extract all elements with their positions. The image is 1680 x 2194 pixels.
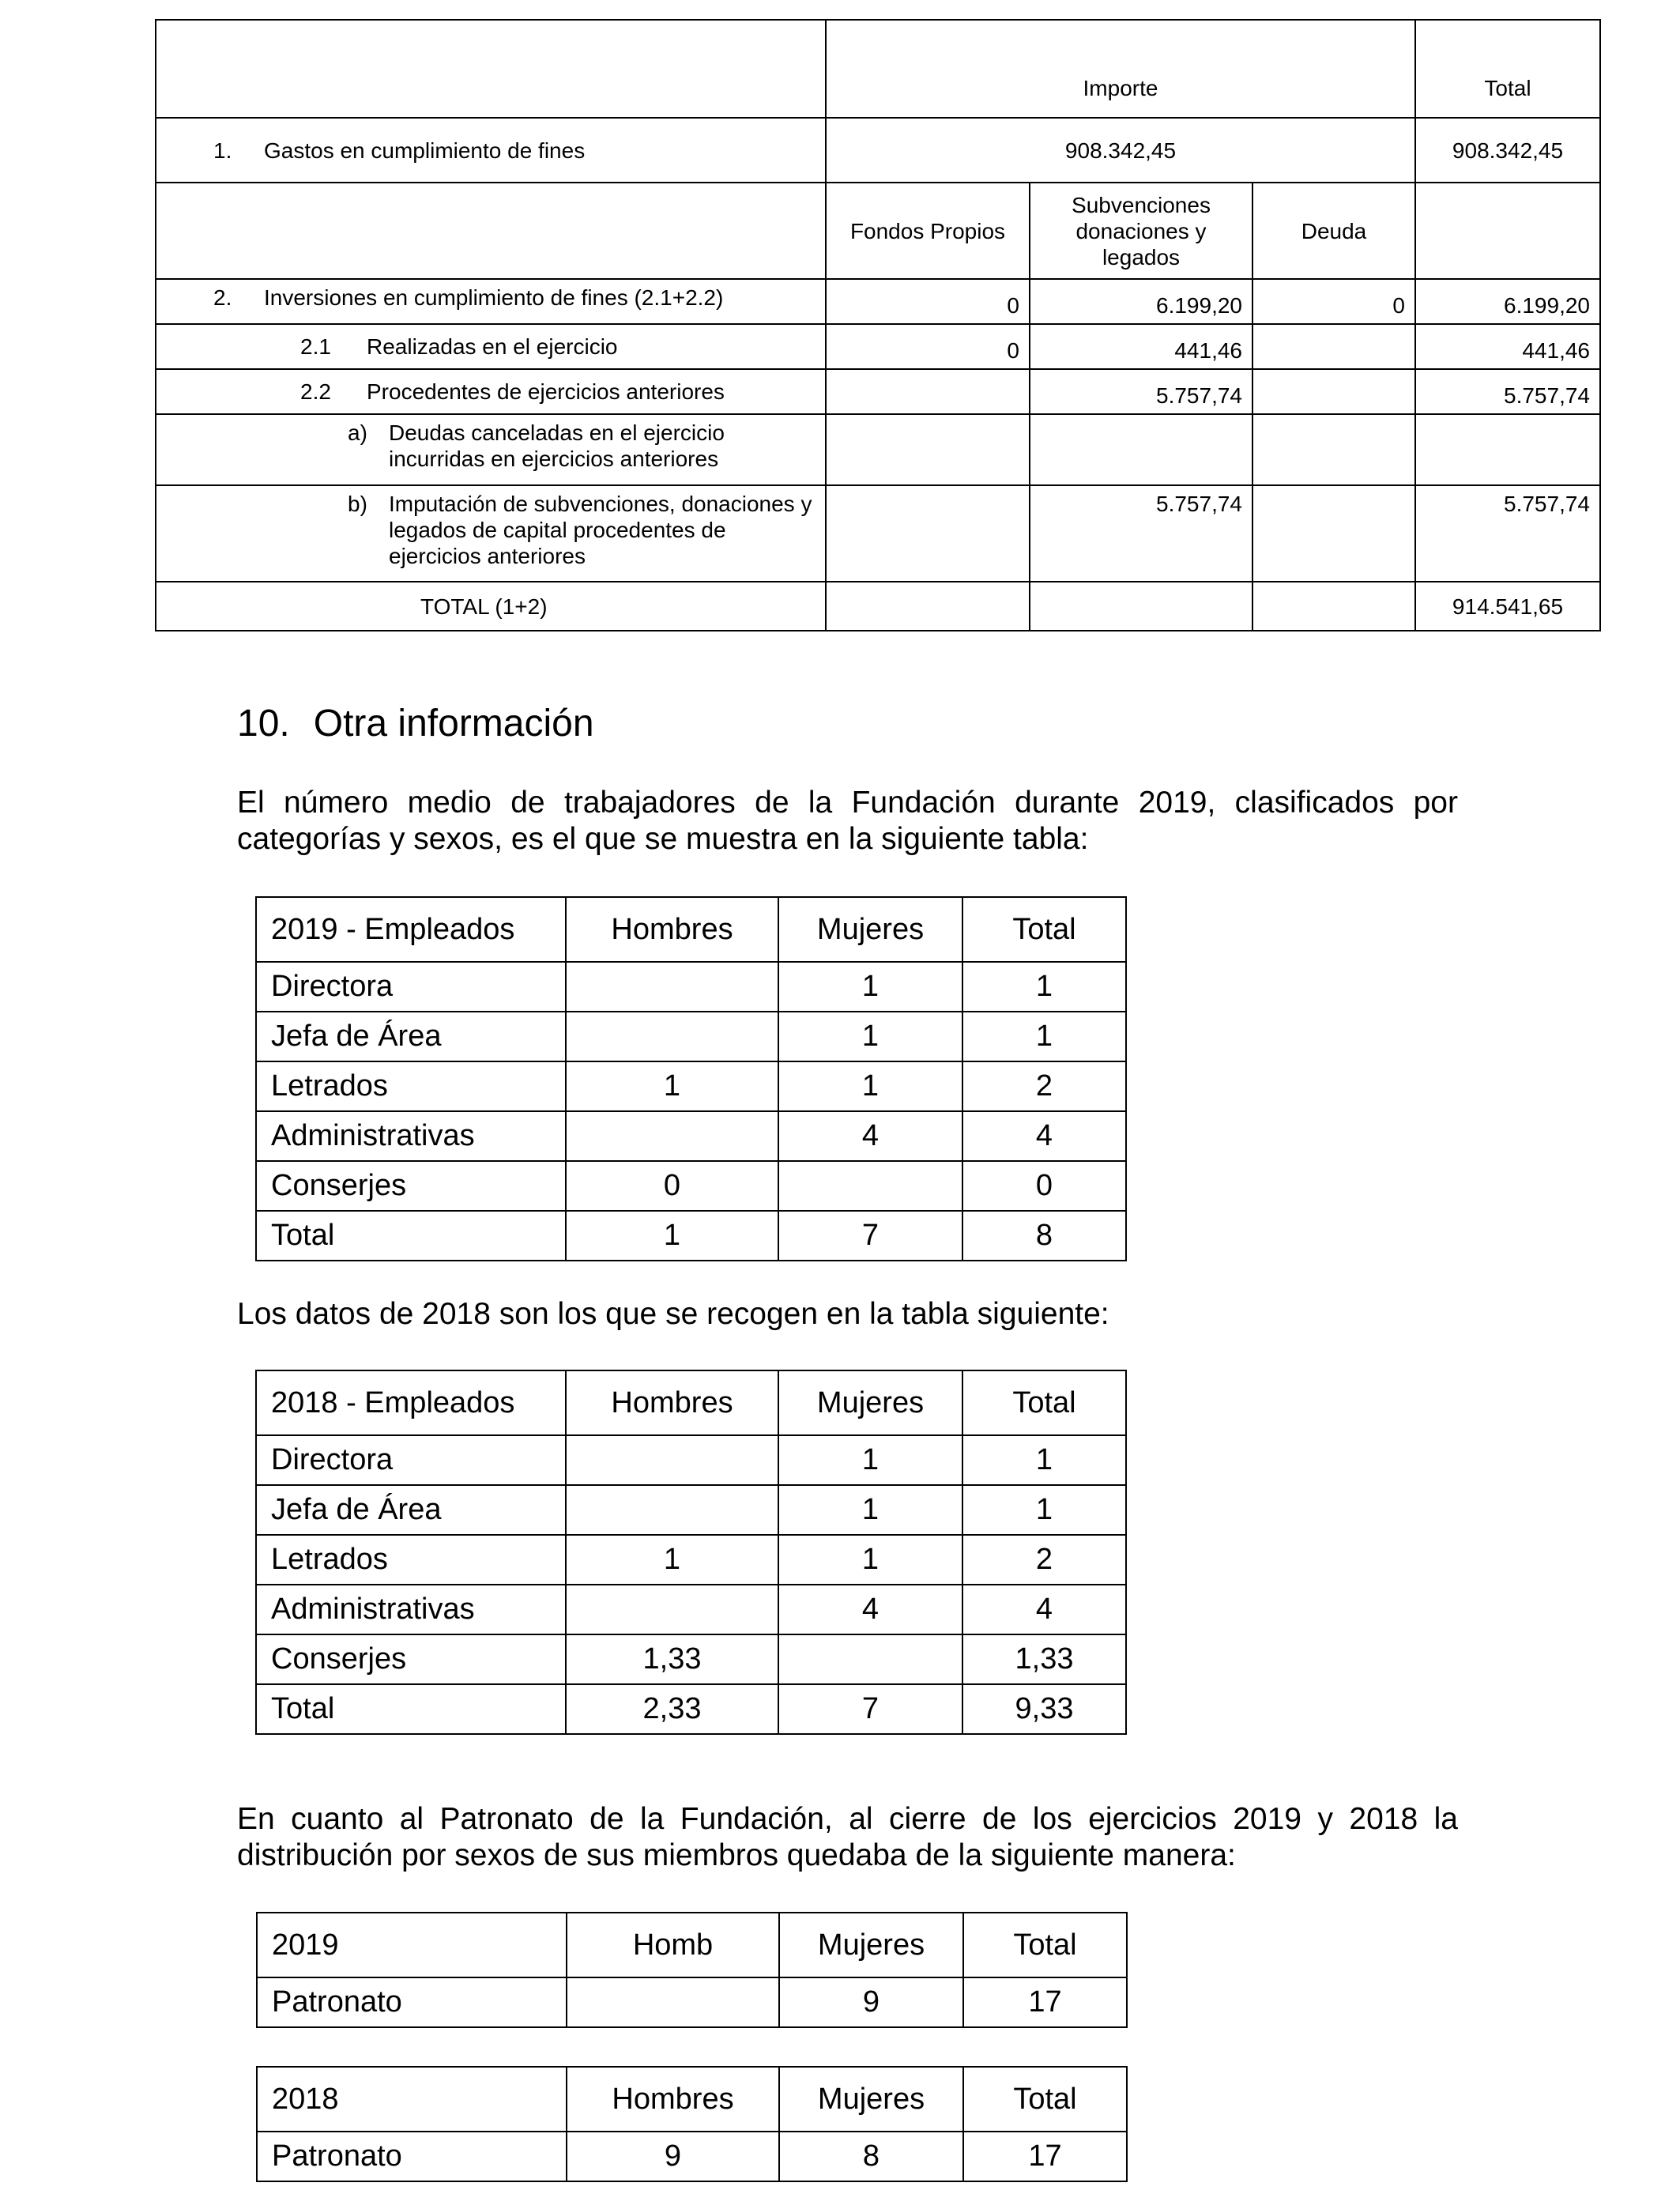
employees-2018-header-row [256, 1370, 1126, 1435]
employees-2019-header-cell: 2019 - Empleados [256, 897, 566, 962]
paragraph-1: El número medio de trabajadores de la Fundación durante 2019, clasificados por categorías y sexos, es el que se muestra en la siguiente tabla: [237, 786, 1458, 856]
employees-2018-cell: 1 [962, 1435, 1126, 1485]
employees-2019-cell: 1 [962, 962, 1126, 1012]
employees-2018-header-cell: 2018 - Empleados [256, 1370, 566, 1435]
patronato-2019-cell: Patronato [257, 1977, 567, 2027]
employees-2019-cell: 7 [778, 1211, 962, 1261]
employees-2019-cell: 1 [566, 1211, 778, 1261]
fin-row-a-subv [1030, 414, 1252, 485]
employees-2018-cell: Jefa de Área [256, 1485, 566, 1535]
patronato-2018-header-cell: Hombres [567, 2067, 779, 2132]
patronato-2019-header-cell: 2019 [257, 1913, 567, 1977]
fin-header-fondos: Fondos Propios [826, 183, 1030, 279]
fin-row-2-1-text: Realizadas en el ejercicio [367, 334, 618, 359]
employees-2018-cell: 1,33 [962, 1634, 1126, 1684]
employees-2019-header-cell: Hombres [566, 897, 778, 962]
fin-row-a-deuda [1252, 414, 1415, 485]
patronato-2019-row [257, 1977, 1127, 2027]
section-heading [237, 702, 594, 746]
employees-2019-cell: Letrados [256, 1061, 566, 1111]
fin-row-1-text: Gastos en cumplimiento de fines [264, 138, 586, 163]
employees-2018-cell [566, 1485, 778, 1535]
employees-2018-row [256, 1485, 1126, 1535]
employees-2019-cell: 1 [962, 1012, 1126, 1061]
fin-row-2-2-deuda [1252, 369, 1415, 414]
patronato-2019-table [256, 1912, 1128, 2028]
employees-2018-cell [566, 1435, 778, 1485]
fin-row-b-label [156, 485, 826, 582]
employees-2018-cell: 1 [778, 1535, 962, 1585]
employees-2019-cell: 4 [778, 1111, 962, 1161]
fin-row-2-deuda: 0 [1252, 279, 1415, 324]
fin-row-2-2-subv: 5.757,74 [1030, 369, 1252, 414]
employees-2019-header-cell: Total [962, 897, 1126, 962]
fin-header-total: Total [1415, 20, 1600, 118]
employees-2019-cell: Administrativas [256, 1111, 566, 1161]
patronato-2018-header-cell: Total [963, 2067, 1127, 2132]
patronato-2018-header-row [257, 2067, 1127, 2132]
employees-2019-row [256, 1211, 1126, 1261]
employees-2018-header-cell: Hombres [566, 1370, 778, 1435]
fin-row-2-1 [156, 324, 1600, 369]
fin-header2-empty [156, 183, 826, 279]
employees-2018-row [256, 1634, 1126, 1684]
employees-2018-cell [778, 1634, 962, 1684]
fin-row-b [156, 485, 1600, 582]
employees-2019-cell: 2 [962, 1061, 1126, 1111]
employees-2019-cell: 1 [778, 1061, 962, 1111]
fin-header-subv: Subvenciones donaciones y legados [1030, 183, 1252, 279]
fin-row-1 [156, 118, 1600, 183]
fin-row-2-num: 2. [213, 285, 232, 310]
fin-row-total-text: TOTAL (1+2) [420, 594, 548, 619]
fin-row-a-total [1415, 414, 1600, 485]
fin-header-row-2 [156, 183, 1600, 279]
fin-row-2-2-fondos [826, 369, 1030, 414]
paragraph-2: Los datos de 2018 son los que se recogen en la tabla siguiente: [237, 1297, 1109, 1331]
patronato-2018-cell: 17 [963, 2132, 1127, 2181]
employees-2019-cell [566, 1111, 778, 1161]
employees-2019-cell [566, 1012, 778, 1061]
employees-2018-cell: Total [256, 1684, 566, 1734]
patronato-2018-table [256, 2066, 1128, 2182]
patronato-2018-cell: Patronato [257, 2132, 567, 2181]
fin-row-total-deuda [1252, 582, 1415, 631]
fin-row-2-2-label [156, 369, 826, 414]
fin-header-importe: Importe [826, 20, 1415, 118]
employees-2019-cell: 1 [566, 1061, 778, 1111]
fin-header-row-1 [156, 20, 1600, 118]
fin-row-b-num: b) [348, 492, 367, 516]
fin-row-total-total: 914.541,65 [1415, 582, 1600, 631]
fin-row-1-label [156, 118, 826, 183]
fin-row-a [156, 414, 1600, 485]
fin-row-2-1-num: 2.1 [300, 334, 331, 359]
employees-2019-cell: 0 [566, 1161, 778, 1211]
employees-2019-cell: Jefa de Área [256, 1012, 566, 1061]
fin-row-b-subv: 5.757,74 [1030, 485, 1252, 582]
employees-2019-header-cell: Mujeres [778, 897, 962, 962]
fin-row-2 [156, 279, 1600, 324]
employees-2018-row [256, 1684, 1126, 1734]
employees-2018-cell: 2 [962, 1535, 1126, 1585]
fin-row-2-subv: 6.199,20 [1030, 279, 1252, 324]
employees-2019-cell: Conserjes [256, 1161, 566, 1211]
employees-2018-cell: 1 [778, 1435, 962, 1485]
patronato-2019-header-cell: Total [963, 1913, 1127, 1977]
employees-2018-row [256, 1435, 1126, 1485]
employees-2018-cell: 1 [962, 1485, 1126, 1535]
employees-2018-cell: 9,33 [962, 1684, 1126, 1734]
fin-header-empty [156, 20, 826, 118]
employees-2019-cell: 8 [962, 1211, 1126, 1261]
employees-2019-cell: Total [256, 1211, 566, 1261]
employees-2019-cell: Directora [256, 962, 566, 1012]
employees-2019-row [256, 962, 1126, 1012]
employees-2019-cell [778, 1161, 962, 1211]
fin-row-total-label [156, 582, 826, 631]
employees-2019-cell [566, 962, 778, 1012]
fin-row-2-fondos: 0 [826, 279, 1030, 324]
fin-row-2-total: 6.199,20 [1415, 279, 1600, 324]
fin-row-a-text: Deudas canceladas en el ejercicio incurridas en ejercicios anteriores [389, 420, 725, 471]
patronato-2019-header-cell: Homb [567, 1913, 779, 1977]
fin-row-a-num: a) [348, 420, 367, 445]
fin-row-b-deuda [1252, 485, 1415, 582]
patronato-2019-cell: 17 [963, 1977, 1127, 2027]
patronato-2019-cell: 9 [779, 1977, 963, 2027]
patronato-2019-cell [567, 1977, 779, 2027]
fin-row-2-1-label [156, 324, 826, 369]
fin-row-b-fondos [826, 485, 1030, 582]
employees-2019-table [255, 896, 1127, 1261]
fin-row-2-2 [156, 369, 1600, 414]
fin-header2-total-empty [1415, 183, 1600, 279]
employees-2018-row [256, 1535, 1126, 1585]
fin-row-1-total: 908.342,45 [1415, 118, 1600, 183]
employees-2018-cell: 1 [566, 1535, 778, 1585]
employees-2019-row [256, 1012, 1126, 1061]
employees-2018-cell: Conserjes [256, 1634, 566, 1684]
patronato-2018-header-cell: 2018 [257, 2067, 567, 2132]
patronato-2018-cell: 8 [779, 2132, 963, 2181]
employees-2019-cell: 1 [778, 1012, 962, 1061]
fin-row-2-2-num: 2.2 [300, 379, 331, 404]
employees-2018-cell: 7 [778, 1684, 962, 1734]
patronato-2018-header-cell: Mujeres [779, 2067, 963, 2132]
fin-row-b-text: Imputación de subvenciones, donaciones y legados de capital procedentes de ejercicios anteriores [389, 492, 812, 568]
fin-table [155, 19, 1601, 631]
fin-row-2-1-subv: 441,46 [1030, 324, 1252, 369]
fin-row-2-1-fondos: 0 [826, 324, 1030, 369]
employees-2018-cell: Directora [256, 1435, 566, 1485]
patronato-2019-header-row [257, 1913, 1127, 1977]
employees-2018-header-cell: Mujeres [778, 1370, 962, 1435]
employees-2019-row [256, 1061, 1126, 1111]
employees-2018-cell: 1,33 [566, 1634, 778, 1684]
employees-2018-row [256, 1585, 1126, 1634]
employees-2018-cell: 2,33 [566, 1684, 778, 1734]
section-number: 10. [237, 703, 290, 745]
employees-2018-cell: 1 [778, 1485, 962, 1535]
fin-row-total-fondos [826, 582, 1030, 631]
fin-row-2-1-total: 441,46 [1415, 324, 1600, 369]
employees-2019-header-row [256, 897, 1126, 962]
employees-2019-cell: 4 [962, 1111, 1126, 1161]
paragraph-3: En cuanto al Patronato de la Fundación, al cierre de los ejercicios 2019 y 2018 la distribución por sexos de sus miembros quedaba de la siguiente manera: [237, 1802, 1458, 1872]
section-title: Otra información [313, 703, 594, 745]
employees-2018-cell: Administrativas [256, 1585, 566, 1634]
employees-2019-cell: 0 [962, 1161, 1126, 1211]
fin-row-2-label [156, 279, 826, 324]
fin-row-2-2-text: Procedentes de ejercicios anteriores [367, 379, 725, 404]
fin-row-total-subv [1030, 582, 1252, 631]
fin-row-2-1-deuda [1252, 324, 1415, 369]
fin-row-total [156, 582, 1600, 631]
fin-row-2-2-total: 5.757,74 [1415, 369, 1600, 414]
employees-2019-row [256, 1111, 1126, 1161]
employees-2019-row [256, 1161, 1126, 1211]
patronato-2019-header-cell: Mujeres [779, 1913, 963, 1977]
employees-2019-cell: 1 [778, 962, 962, 1012]
employees-2018-cell [566, 1585, 778, 1634]
patronato-2018-row [257, 2132, 1127, 2181]
fin-row-a-label [156, 414, 826, 485]
fin-row-a-fondos [826, 414, 1030, 485]
patronato-2018-cell: 9 [567, 2132, 779, 2181]
fin-row-2-text: Inversiones en cumplimiento de fines (2.1+2.2) [264, 285, 724, 310]
employees-2018-table [255, 1370, 1127, 1735]
fin-row-1-num: 1. [213, 138, 232, 163]
fin-row-b-total: 5.757,74 [1415, 485, 1600, 582]
fin-header-deuda: Deuda [1252, 183, 1415, 279]
fin-row-1-importe: 908.342,45 [826, 118, 1415, 183]
employees-2018-cell: 4 [962, 1585, 1126, 1634]
employees-2018-header-cell: Total [962, 1370, 1126, 1435]
employees-2018-cell: Letrados [256, 1535, 566, 1585]
employees-2018-cell: 4 [778, 1585, 962, 1634]
